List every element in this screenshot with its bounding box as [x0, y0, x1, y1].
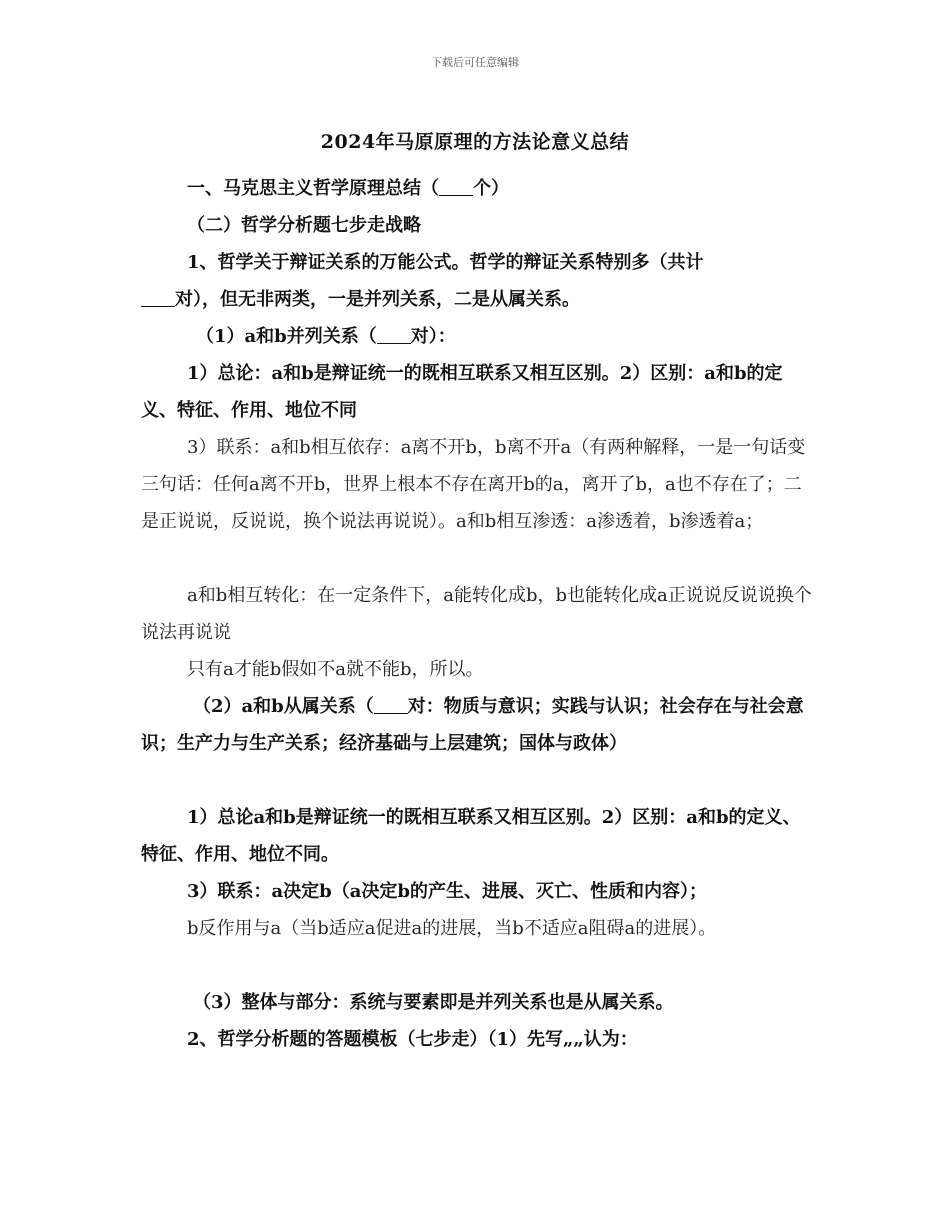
paragraph-1 — [141, 244, 813, 318]
paragraph-2 — [196, 318, 816, 355]
heading-1-text-b: 个） — [473, 178, 509, 199]
paragraph-7 — [141, 688, 813, 762]
paragraph-2-text-a: （1）a和b并列关系（ — [196, 326, 377, 347]
paragraph-12: 2、哲学分析题的答题模板（七步走）（1）先写„„认为： — [187, 1029, 638, 1050]
paragraph-4: 3）联系：a和b相互依存：a离不开b，b离不开a（有两种解释，一是一句话变三句话：任何a离不开b，世界上根本不存在离开b的a，离开了b，a也不存在了；二是正说说，反说说，换个说法再说说）。a和b相互渗透：a渗透着，b渗透着a； — [141, 437, 806, 532]
heading-2: （二）哲学分析题七步走战略 — [187, 215, 421, 236]
paragraph-10: b反作用与a（当b适应a促进a的进展，当b不适应a阻碍a的进展）。 — [187, 918, 717, 939]
paragraph-7-text-b: 对：物质与意识；实践与认识；社会存在与社会意识；生产力与生产关系；经济基础与上层建筑；国体与政体） — [141, 696, 804, 754]
heading-1-text-a: 一、马克思主义哲学原理总结（ — [187, 178, 439, 199]
paragraph-2-text-b: 对）： — [410, 326, 456, 347]
paragraph-1-text-a: 1、哲学关于辩证关系的万能公式。哲学的辩证关系特别多（共计 — [187, 252, 704, 273]
paragraph-1-text-b: 对），但无非两类，一是并列关系，二是从属关系。 — [175, 289, 580, 310]
paragraph-6: 只有a才能b假如不a就不能b，所以。 — [187, 659, 484, 680]
blank-line — [374, 712, 408, 714]
document-title: 2024年马原原理的方法论意义总结 — [320, 131, 630, 153]
paragraph-5: a和b相互转化：在一定条件下，a能转化成b，b也能转化成a正说说反说说换个说法再说说 — [141, 585, 812, 643]
blank-line — [141, 305, 175, 307]
blank-line — [439, 194, 473, 196]
paragraph-9: 3）联系：a决定b（a决定b的产生、进展、灭亡、性质和内容）； — [187, 881, 708, 902]
paragraph-8: 1）总论a和b是辩证统一的既相互联系又相互区别。2）区别：a和b的定义、特征、作用、地位不同。 — [141, 807, 801, 865]
paragraph-11: （3）整体与部分：系统与要素即是并列关系也是从属关系。 — [193, 992, 674, 1013]
heading-1 — [187, 170, 817, 207]
paragraph-7-text-a: （2）a和b从属关系（ — [193, 696, 374, 717]
page-header: 下载后可任意编辑 — [431, 56, 519, 69]
paragraph-3: 1）总论：a和b是辩证统一的既相互联系又相互区别。2）区别：a和b的定义、特征、作用、地位不同 — [141, 363, 783, 421]
blank-line — [377, 342, 411, 344]
